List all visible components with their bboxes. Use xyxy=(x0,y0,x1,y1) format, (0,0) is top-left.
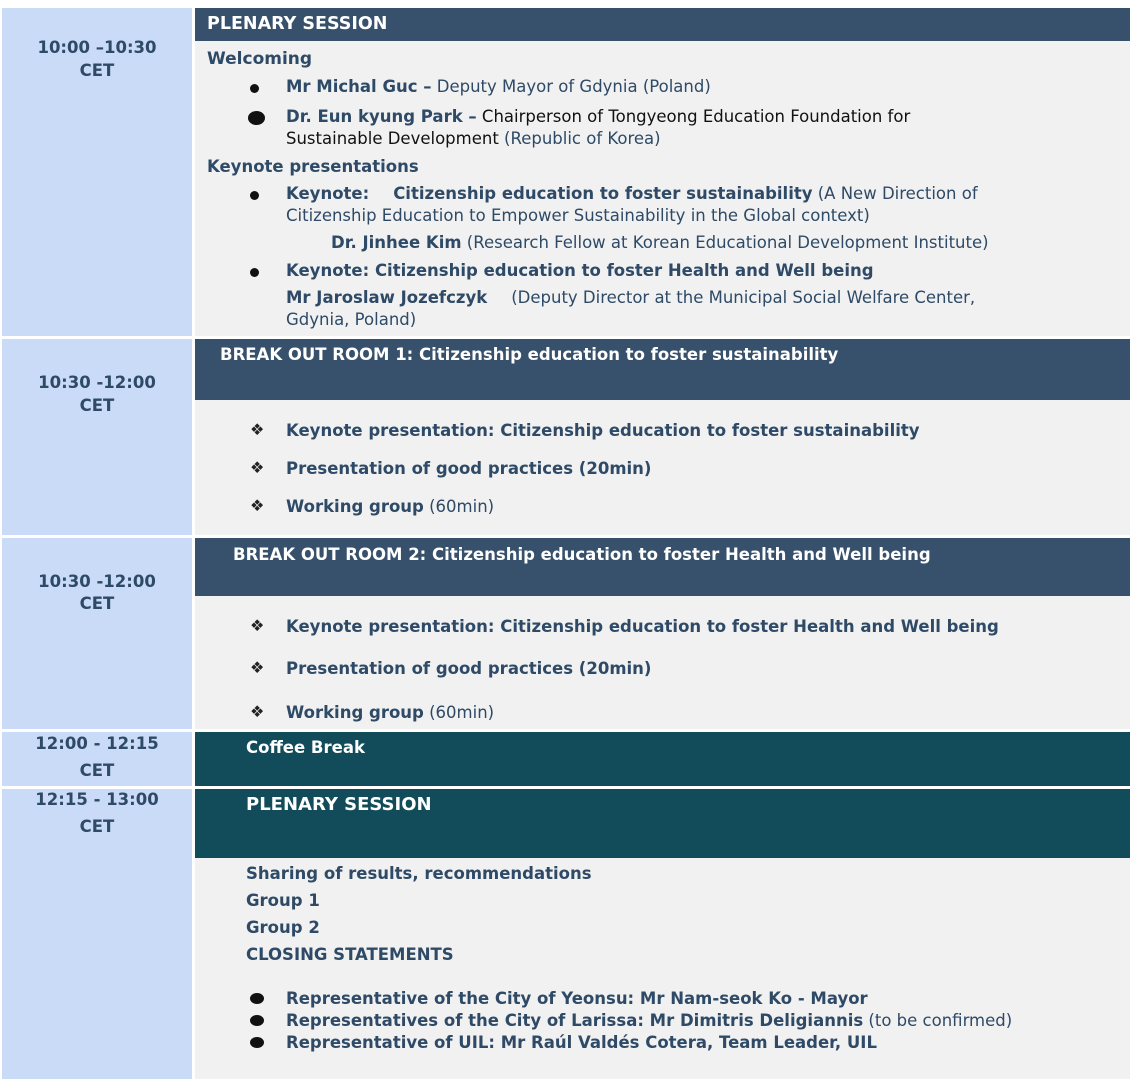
breakout-1-title: BREAK OUT ROOM 1: Citizenship education to foster sustainability xyxy=(220,345,839,364)
welcome-item-2: Dr. Eun kyung Park – Chairperson of Tongyeong Education Foundation for xyxy=(286,107,911,126)
time-start: 12:00 - 12:15 xyxy=(35,734,159,753)
bullet-icon xyxy=(250,84,259,93)
group-2-line: Group 2 xyxy=(246,918,320,937)
closing-item-2: Representatives of the City of Larissa: Mr Dimitris Deligiannis (to be confirmed) xyxy=(286,1011,1013,1030)
group-1-line: Group 1 xyxy=(246,891,320,910)
diamond-bullet-icon: ❖ xyxy=(250,702,265,721)
time-start: 12:15 - 13:00 xyxy=(35,790,159,809)
closing-item-3: Representative of UIL: Mr Raúl Valdés Cotera, Team Leader, UIL xyxy=(286,1033,877,1052)
keynote-1-speaker: Dr. Jinhee Kim (Research Fellow at Korean Educational Development Institute) xyxy=(331,233,989,252)
plenary-2-title: PLENARY SESSION xyxy=(246,794,432,815)
closing-item-1: Representative of the City of Yeonsu: Mr Nam-seok Ko - Mayor xyxy=(286,989,868,1008)
diamond-bullet-icon: ❖ xyxy=(250,458,265,477)
time-zone: CET xyxy=(79,396,115,415)
breakout-2-item-2: Presentation of good practices (20min) xyxy=(286,659,652,678)
bullet-icon xyxy=(250,993,264,1004)
breakout-1-item-1: Keynote presentation: Citizenship education to foster sustainability xyxy=(286,421,920,440)
time-zone: CET xyxy=(79,761,115,780)
bullet-icon xyxy=(250,191,259,200)
diamond-bullet-icon: ❖ xyxy=(250,616,265,635)
diamond-bullet-icon: ❖ xyxy=(250,420,265,439)
plenary-title: PLENARY SESSION xyxy=(207,14,388,34)
breakout-2-item-3: Working group (60min) xyxy=(286,703,495,722)
time-cell-plenary-1 xyxy=(2,8,192,336)
time-start: 10:00 –10:30 xyxy=(37,38,157,57)
welcome-item-2-cont: Sustainable Development (Republic of Korea) xyxy=(286,129,661,148)
breakout-1-header xyxy=(195,339,1130,400)
bullet-icon xyxy=(250,1015,264,1026)
breakout-1-item-2: Presentation of good practices (20min) xyxy=(286,459,652,478)
diamond-bullet-icon: ❖ xyxy=(250,658,265,677)
sharing-results-line: Sharing of results, recommendations xyxy=(246,864,592,883)
plenary-header xyxy=(195,8,1130,41)
time-zone: CET xyxy=(79,61,115,80)
time-start: 10:30 -12:00 xyxy=(38,373,156,392)
breakout-2-header xyxy=(195,538,1130,596)
time-cell-coffee xyxy=(2,732,192,786)
coffee-break-title: Coffee Break xyxy=(246,738,365,757)
welcoming-label: Welcoming xyxy=(207,49,313,69)
time-zone: CET xyxy=(79,594,115,613)
diamond-bullet-icon: ❖ xyxy=(250,496,265,515)
closing-statements-heading: CLOSING STATEMENTS xyxy=(246,945,454,964)
coffee-break-header xyxy=(195,732,1130,786)
time-zone: CET xyxy=(79,817,115,836)
keynote-2: Keynote: Citizenship education to foster Health and Well being xyxy=(286,261,874,280)
keynote-1-desc: Citizenship Education to Empower Sustainability in the Global context) xyxy=(286,206,870,225)
keynote-label: Keynote presentations xyxy=(207,157,419,176)
bullet-icon xyxy=(248,111,265,125)
time-cell-breakout-2 xyxy=(2,538,192,729)
plenary-2-header xyxy=(195,789,1130,858)
time-cell-breakout-1 xyxy=(2,339,192,535)
keynote-2-speaker-cont: Gdynia, Poland) xyxy=(286,310,417,329)
welcome-item-1: Mr Michal Guc – Deputy Mayor of Gdynia (Poland) xyxy=(286,77,711,96)
time-cell-plenary-2 xyxy=(2,789,192,1079)
keynote-2-speaker: Mr Jaroslaw Jozefczyk (Deputy Director at the Municipal Social Welfare Center, xyxy=(286,288,976,307)
bullet-icon xyxy=(250,268,259,277)
breakout-1-item-3: Working group (60min) xyxy=(286,497,495,516)
bullet-icon xyxy=(250,1037,264,1048)
keynote-1: Keynote: Citizenship education to foster sustainability (A New Direction of xyxy=(286,184,978,203)
time-start: 10:30 -12:00 xyxy=(38,572,156,591)
breakout-2-item-1: Keynote presentation: Citizenship education to foster Health and Well being xyxy=(286,617,999,636)
breakout-2-title: BREAK OUT ROOM 2: Citizenship education to foster Health and Well being xyxy=(233,545,931,564)
